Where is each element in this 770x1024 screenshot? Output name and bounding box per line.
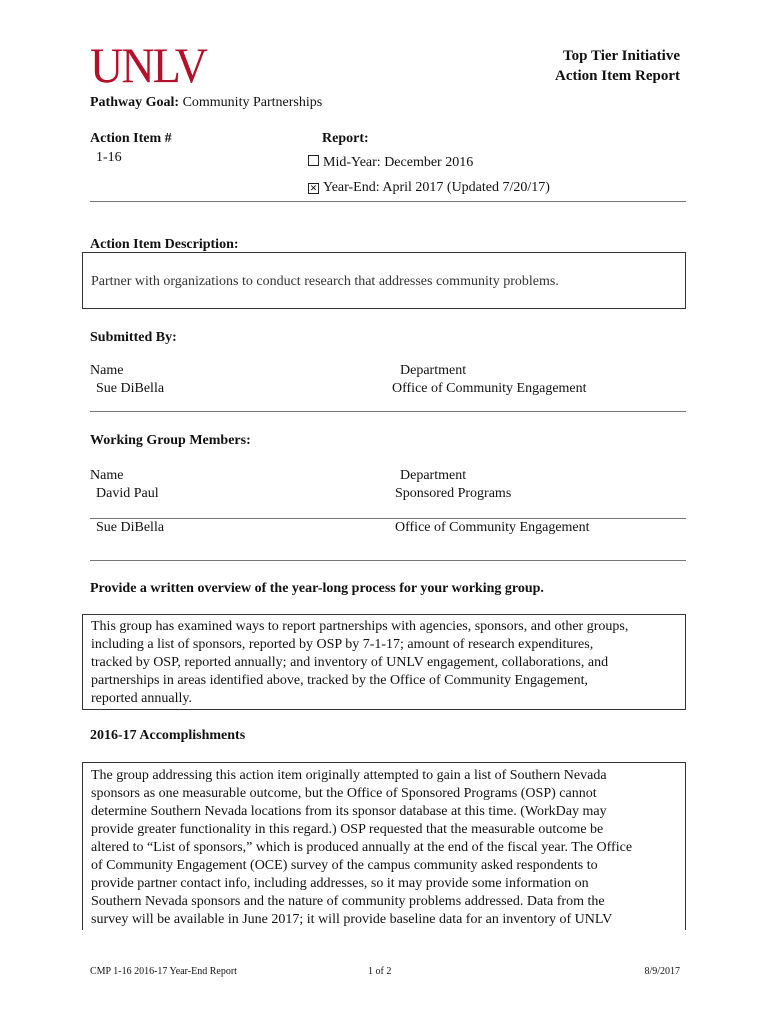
- pathway-goal-value: Community Partnerships: [182, 95, 323, 110]
- unlv-logo: UNLV: [90, 37, 207, 93]
- footer-page-number: 1 of 2: [368, 966, 392, 977]
- accomplishments-line: sponsors as one measurable outcome, but the Office of Sponsored Programs (OSP) cannot: [91, 786, 597, 801]
- accomplishments-line: Southern Nevada sponsors and the nature of community problems addressed. Data from the: [91, 894, 605, 909]
- report-label: Report:: [322, 131, 369, 146]
- overview-line: This group has examined ways to report partnerships with agencies, sponsors, and other groups,: [91, 619, 629, 634]
- divider: [90, 560, 686, 561]
- midyear-text: Mid-Year: December 2016: [323, 155, 474, 170]
- report-option-yearend: [308, 180, 550, 196]
- accomplishments-line: determine Southern Nevada locations from its sponsor database at this time. (WorkDay may: [91, 804, 607, 819]
- overview-line: including a list of sponsors, reported by OSP by 7-1-17; amount of research expenditures,: [91, 637, 594, 652]
- wg-member-name: David Paul: [96, 486, 159, 501]
- divider: [90, 201, 686, 202]
- accomplishments-line: survey will be available in June 2017; it will provide baseline data for an inventory of UNLV: [91, 912, 613, 927]
- overview-line: reported annually.: [91, 691, 192, 706]
- accomplishments-line: provide partner contact info, including addresses, so it may provide some information on: [91, 876, 589, 891]
- overview-text: [91, 618, 628, 708]
- description-box: [82, 252, 686, 309]
- overview-label: Provide a written overview of the year-long process for your working group.: [90, 581, 544, 596]
- wg-name-header: Name: [90, 468, 124, 483]
- accomplishments-line: of Community Engagement (OCE) survey of the campus community asked respondents to: [91, 858, 598, 873]
- pathway-goal-label: Pathway Goal:: [90, 95, 180, 110]
- action-item-number: 1-16: [96, 150, 122, 165]
- footer-document-name: CMP 1-16 2016-17 Year-End Report: [90, 966, 237, 977]
- submitted-by-label: Submitted By:: [90, 330, 177, 345]
- accomplishments-box: [82, 762, 686, 930]
- midyear-checkbox[interactable]: [308, 155, 319, 166]
- accomplishments-label: 2016-17 Accomplishments: [90, 728, 246, 743]
- divider: [90, 411, 686, 412]
- accomplishments-text: [91, 767, 632, 929]
- action-item-label: Action Item #: [90, 131, 172, 146]
- report-option-midyear: [308, 155, 473, 171]
- submitted-dept-header: Department: [400, 363, 467, 378]
- submitted-department: Office of Community Engagement: [392, 381, 587, 396]
- submitted-name-header: Name: [90, 363, 124, 378]
- overview-box: [82, 614, 686, 710]
- wg-member-department: Office of Community Engagement: [395, 520, 590, 535]
- wg-member-name: Sue DiBella: [96, 520, 165, 535]
- overview-line: partnerships in areas identified above, tracked by the Office of Community Engagement,: [91, 673, 588, 688]
- overview-line: tracked by OSP, reported annually; and inventory of UNLV engagement, collaborations, and: [91, 655, 609, 670]
- submitted-name: Sue DiBella: [96, 381, 165, 396]
- accomplishments-line: provide greater functionality in this regard.) OSP requested that the measurable outcome be: [91, 822, 604, 837]
- report-title-line1: Top Tier Initiative: [563, 48, 680, 64]
- wg-dept-header: Department: [400, 468, 467, 483]
- yearend-text: Year-End: April 2017 (Updated 7/20/17): [323, 180, 550, 195]
- wg-member-department: Sponsored Programs: [395, 486, 512, 501]
- pathway-goal: [90, 95, 322, 111]
- divider: [90, 518, 686, 519]
- working-group-label: Working Group Members:: [90, 433, 251, 448]
- report-title-line2: Action Item Report: [555, 68, 680, 84]
- description-label: Action Item Description:: [90, 237, 239, 252]
- yearend-checkbox[interactable]: ✕: [309, 183, 318, 193]
- accomplishments-line: altered to “List of sponsors,” which is produced annually at the end of the fiscal year. The Office: [91, 840, 633, 855]
- accomplishments-line: The group addressing this action item originally attempted to gain a list of Southern Nevada: [91, 768, 607, 783]
- footer-date: 8/9/2017: [644, 966, 680, 977]
- description-text: Partner with organizations to conduct research that addresses community problems.: [91, 274, 559, 289]
